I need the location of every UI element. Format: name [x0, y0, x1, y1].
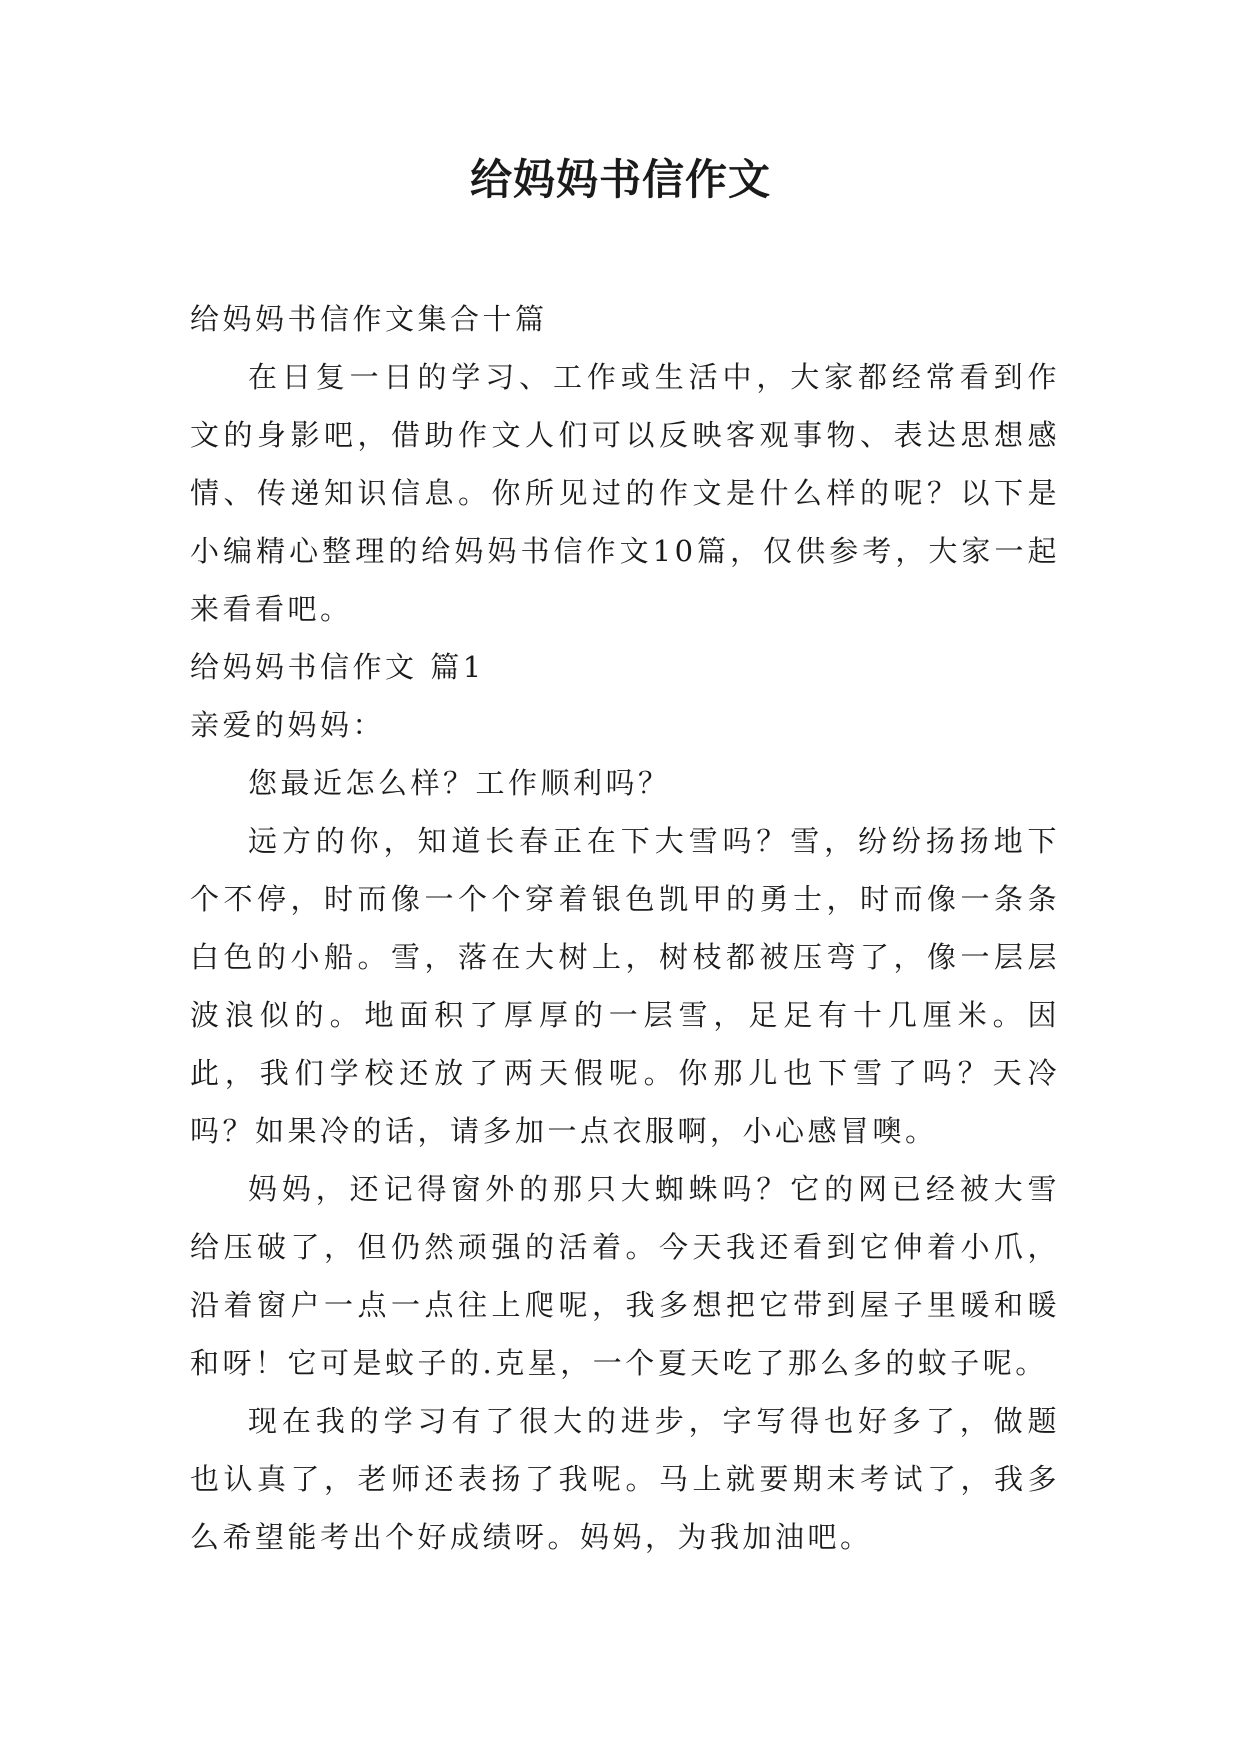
body-paragraph: 妈妈，还记得窗外的那只大蜘蛛吗？它的网已经被大雪给压破了，但仍然顽强的活着。今天我还看到它伸着小爪，沿着窗户一点一点往上爬呢，我多想把它带到屋子里暖和暖和呀！它可是蚊子的.克星，一个夏天吃了那么多的蚊子呢。: [190, 1172, 1060, 1380]
document-subtitle: 给妈妈书信作文集合十篇: [190, 302, 548, 336]
section-heading: 给妈妈书信作文 篇1: [190, 650, 485, 684]
body-paragraph: 您最近怎么样？工作顺利吗？: [248, 766, 671, 800]
body-paragraph: 现在我的学习有了很大的进步，字写得也好多了，做题也认真了，老师还表扬了我呢。马上就要期末考试了，我多么希望能考出个好成绩呀。妈妈，为我加油吧。: [190, 1404, 1060, 1554]
intro-paragraph: 在日复一日的学习、工作或生活中，大家都经常看到作文的身影吧，借助作文人们可以反映客观事物、表达思想感情、传递知识信息。你所见过的作文是什么样的呢？以下是小编精心整理的给妈妈书信作文10篇，仅供参考，大家一起来看看吧。: [190, 360, 1060, 626]
body-paragraph: 远方的你，知道长春正在下大雪吗？雪，纷纷扬扬地下个不停，时而像一个个穿着银色凯甲的勇士，时而像一条条白色的小船。雪，落在大树上，树枝都被压弯了，像一层层波浪似的。地面积了厚厚的一层雪，足足有十几厘米。因此，我们学校还放了两天假呢。你那儿也下雪了吗？天冷吗？如果冷的话，请多加一点衣服啊，小心感冒噢。: [190, 824, 1060, 1148]
letter-salutation: 亲爱的妈妈：: [190, 708, 386, 742]
document-title: 给妈妈书信作文: [469, 155, 771, 204]
document-body: [190, 290, 1060, 1566]
